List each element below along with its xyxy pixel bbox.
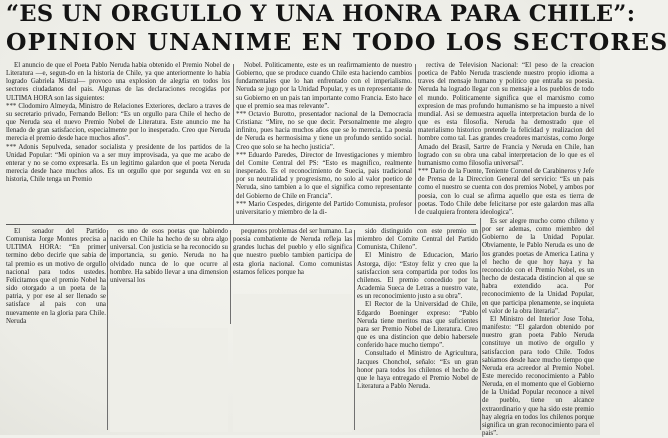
paragraph: sido distinguido con este premio un miembro del Comite Central del Partido Comunista, Chileno”. — [357, 228, 478, 252]
bottom-column-5 — [482, 218, 594, 438]
column-divider — [107, 230, 108, 430]
paragraph: *** Dario de la Fuente, Teniente Coronel de Carabineros y Jefe de Prensa de la Direccion General del servicio: “Es un pais como el nuestro se cuenta con dos premios Nobel, y ambos por poesia, con lo cual se afirma aquello que esta es tierra de poetas. Todo Chile debe felicitarse por este galardon mas alla de cualquiera frontera ideologica”. — [418, 168, 594, 217]
blank-area — [110, 328, 228, 432]
paragraph: Consultado el Ministro de Agricultura, Jacques Chonchol, señalo: “Es un gran honor para todos los chilenos el hecho de que le haya entregado el Premio Nobel de Literatura a Pablo Neruda. — [357, 350, 478, 390]
headline-line-2: OPINION UNANIME EN TODO LOS SECTORES — [6, 28, 668, 56]
paragraph: El anuncio de que el Poeta Pablo Neruda habia obtenido el Premio Nobel de Literatura —e, segun-do en la historia de Chile, ya que anteriormente lo habia logrado Gabriela Mistral— provoco una explosion de alegria en todos los sectores ciudadanos del pais. Algunas de las declaraciones recogidas por ULTIMA HORA son las siguientes: — [6, 62, 230, 102]
paragraph: Es ser alegre mucho como chileno y por ser ademas, como miembro del Gobierno de la Unidad Popular. Obviamente, le Pablo Neruda es uno de los grandes poetas de America Latina y el hecho de que hoy haya y ha reconocido con el Premio Nobel, es un hecho de destacada distincion al que se habra extendido aca. Por reconocimiento de la Unidad Popular, en que participa plenamente, se inquieta el valor de la obra literaria”. — [482, 218, 594, 315]
paragraph: *** Adonis Sepulveda, senador socialista y presidente de los partidos de la Unidad Popular: “Mi opinion va a ser muy improvisada, ya que me acabo de enterar y no se como expresarla. Es un legitimo galardon que el poeta Neruda merecia desde hace muchos años. Es un orgullo que por segunda vez en su historia, Chile tenga un Premio — [6, 144, 230, 185]
blank-area — [233, 294, 352, 432]
paragraph: El senador del Partido Comunista Jorge Montes precisa a ULTIMA HORA: “En primer termino debo decirle que sabia de tal premio es un motivo de orgullo nacional para todos ustedes. Felicitamos que el premio Nobel ha sido otorgado a un poeta de la patria, y por ese al ser llenado se satisface al pais con una nuevamente en la gloria para Chile. Neruda — [6, 228, 106, 325]
paragraph: El Ministro del Interior Jose Toha, manifesto: “El galardon obtenido por nuestro gran poeta Pablo Neruda constituye un motivo de orgullo y satisfaccion para todo Chile. Todos sabiamos desde hace mucho tiempo que Neruda era acreedor al Premio Nobel. Este merecido reconocimiento a Pablo Neruda, en el momento que el Gobierno de la Unidad Popular reconoce a nivel de pueblo, tiene un alcance extraordinario y que ha sido este premio hay alegria en todos los chilenos porque significa un gran reconocimiento para el pais”. — [482, 315, 594, 438]
bottom-column-1 — [6, 228, 106, 432]
column-divider — [354, 230, 355, 430]
paragraph: Nobel. Politicamente, este es un reafirmamiento de nuestro Gobierno, que se produce cuando Chile esta haciendo cambios fundamentales que lo han enfrentado con el imperialismo. Neruda se jugo por la Unidad Popular, y es un representante de su Gobierno en un pais tan importante como Francia. Esto hace que el premio sea mas relevante”. — [236, 62, 412, 110]
paragraph: *** Clodomiro Almeyda, Ministro de Relaciones Exteriores, declaro a traves de su secretario privado, Fernando Bellon: “Es un orgullo para Chile el hecho de que Neruda sea el nuevo Premio Nobel de Literatura. Este anuncio me ha llenado de gran satisfaccion, especialmente por lo inesperado. Creo que Neruda merecia el premio desde hace muchos años”. — [6, 103, 230, 144]
article-column-1 — [6, 62, 230, 224]
column-divider — [415, 64, 416, 214]
headline-line-1: “ES UN ORGULLO Y UNA HONRA PARA CHILE”: — [6, 1, 636, 27]
column-divider — [480, 218, 481, 430]
paragraph: pequenos problemas del ser humano. La poesia combatiente de Neruda refleja las grandes luchas del pueblo y ello significa que nuestro pueblo tambien participa de esta gloria nacional. Como comunistas estamos felices porque ha — [233, 228, 352, 276]
article-column-2 — [236, 62, 412, 224]
section-divider — [6, 224, 476, 225]
column-divider — [230, 230, 231, 324]
bottom-column-4 — [357, 228, 478, 432]
headline — [6, 1, 668, 56]
bottom-column-3 — [233, 228, 352, 290]
paragraph: El Rector de la Universidad de Chile, Edgardo Boeninger expreso: “Pablo Neruda tiene meritos mas que suficientes para ser Premio Nobel de Literatura. Creo que es una distincion que debio habersele conferido hace mucho tiempo”. — [357, 301, 478, 350]
bottom-column-2 — [110, 228, 228, 324]
article-column-3 — [418, 62, 594, 214]
paragraph: *** Eduardo Paredes, Director de Investigaciones y miembro del Comite Central del PS: “Esto es magnifico, realmente inesperado. Es el reconocimiento de Suecia, pais tradicional por su neutralidad y progresismo, no solo al valor poetico de Neruda, sino tambien a lo que el significa como representante del Gobierno de Chile en Francia”. — [236, 152, 412, 201]
paragraph: El Ministro de Educacion, Mario Astorga, dijo: “Estoy feliz y creo que la satisfaccion sera compartida por todos los chilenos. El premio concedido por la Academia Sueca de Letras a nuestro vate, es un reconocimiento justo a su obra”. — [357, 252, 478, 301]
paragraph: rectiva de Television Nacional: “El peso de la creacion poetica de Pablo Neruda trasciende nuestro propio idioma a traves del mensaje humano y politico que entraña su poesia. Neruda ha logrado llegar con su mensaje a los pueblos de todo el mundo. Politicamente significa que el marxismo como expresion de mas profundo humanismo se ha impuesto a nivel mundial. Asi se demuestra aquella interpretacion burda de lo que es esta filosofia. Neruda ha demostrado que el materialismo historico pretende la felicidad y realizacion del hombre como tal. Las grandes creadores marxistas, como Jorge Amado del Brasil, Sartre de Francia y Neruda en Chile, han logrado con su obra una cabal interpretacion de lo que es el humanismo como filosofia universal”. — [418, 62, 594, 167]
paragraph: *** Octavio Burotto, presentador nacional de la Democracia Cristiana: “Mire, no se que decir. Personalmente me alegro infinito, pues hacia muchos años que se lo merecia. La poesia de Neruda es hermosisima y tiene un profundo sentido social. Creo que solo se ha hecho justicia”. — [236, 111, 412, 152]
paragraph: es uno de esos poetas que habiendo nacido en Chile ha hecho de su obra algo universal. Con justicia se ha reconocido su importancia, su genio. Neruda no ha olvidado nunca de lo que ocurre al hombre. Ha sabido llevar a una dimension universal los — [110, 228, 228, 284]
column-divider — [233, 64, 234, 224]
paragraph: *** Mario Cespedes, dirigente del Partido Comunista, profesor universitario y miembro de la di- — [236, 201, 412, 217]
